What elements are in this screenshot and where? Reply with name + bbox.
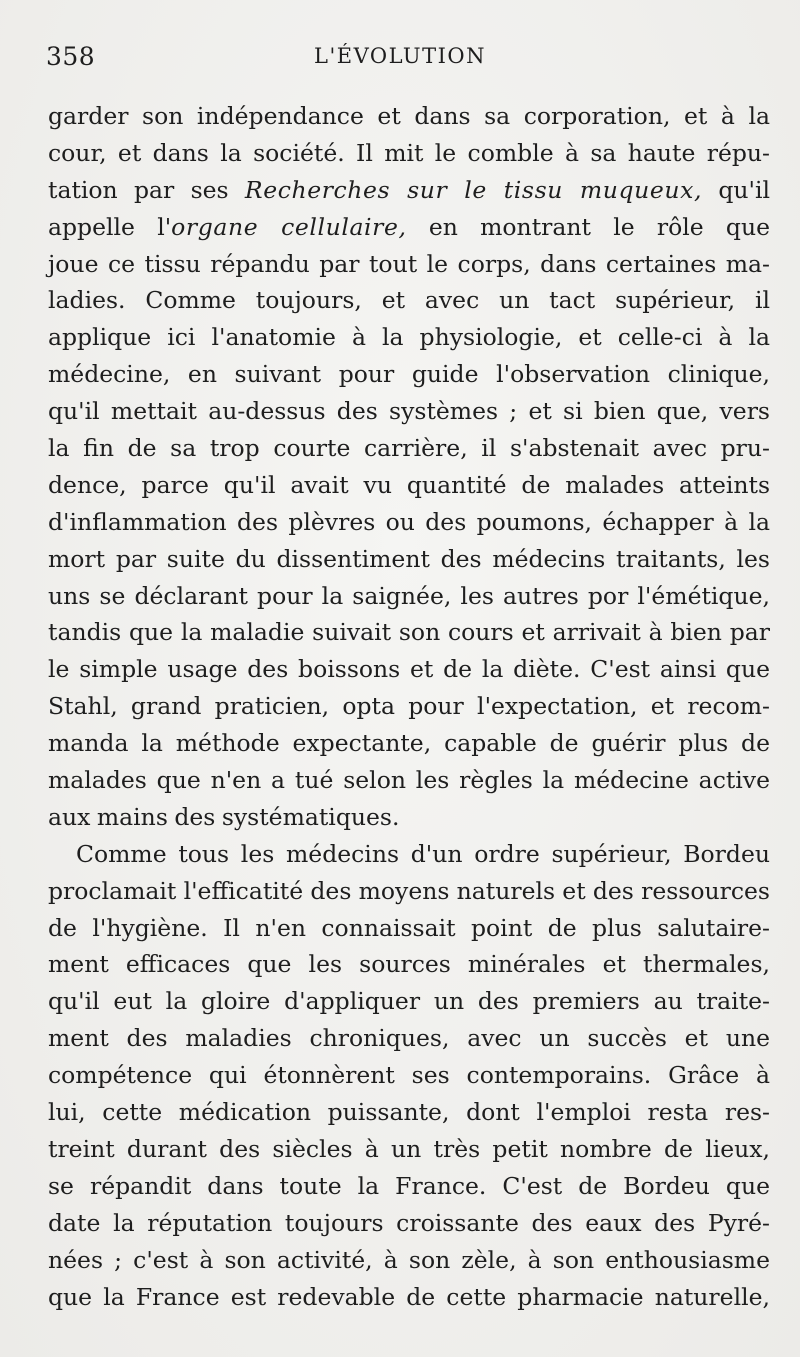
page-number: 358 xyxy=(46,42,96,71)
text-line: nées ; c'est à son activité, à son zèle, à son enthousiasme xyxy=(48,1245,770,1274)
page-header xyxy=(0,40,800,76)
text-line: Stahl, grand praticien, opta pour l'expectation, et recom- xyxy=(48,692,770,721)
text-line: d'inflammation des plèvres ou des poumons, échapper à la xyxy=(48,507,770,536)
text-line: dence, parce qu'il avait vu quantité de malades atteints xyxy=(48,470,770,499)
text-line: ladies. Comme toujours, et avec un tact supérieur, il xyxy=(48,286,770,315)
text-line: lui, cette médication puissante, dont l'emploi resta res- xyxy=(48,1098,770,1127)
text-line: que la France est redevable de cette pharmacie naturelle, xyxy=(48,1282,770,1311)
text-line: garder son indépendance et dans sa corporation, et à la xyxy=(48,102,770,130)
text-line: ment des maladies chroniques, avec un succès et une xyxy=(48,1024,770,1053)
text-line: compétence qui étonnèrent ses contemporains. Grâce à xyxy=(48,1061,770,1090)
text-line: qu'il eut la gloire d'appliquer un des premiers au traite- xyxy=(48,987,770,1016)
text-line: manda la méthode expectante, capable de guérir plus de xyxy=(48,729,770,758)
text-line: la fin de sa trop courte carrière, il s'abstenait avec pru- xyxy=(48,434,770,463)
text-line: tation par ses Recherches sur le tissu muqueux, qu'il xyxy=(48,175,770,204)
text-line: applique ici l'anatomie à la physiologie, et celle-ci à la xyxy=(48,323,770,352)
text-line: mort par suite du dissentiment des médecins traitants, les xyxy=(48,544,770,573)
text-line: qu'il mettait au-dessus des systèmes ; et si bien que, vers xyxy=(48,397,770,426)
italic-term: organe cellulaire, xyxy=(171,212,407,241)
text-line: se répandit dans toute la France. C'est de Bordeu que xyxy=(48,1171,770,1200)
text-line: date la réputation toujours croissante des eaux des Pyré- xyxy=(48,1208,770,1237)
text-line: treint durant des siècles à un très petit nombre de lieux, xyxy=(48,1134,770,1163)
body-text xyxy=(48,98,770,1315)
paragraph-end-line: aux mains des systématiques. xyxy=(48,802,400,831)
text-line: appelle l'organe cellulaire, en montrant le rôle que xyxy=(48,212,771,241)
text-line: proclamait l'efficatité des moyens naturels et des ressources xyxy=(48,876,770,905)
running-title: L'ÉVOLUTION xyxy=(314,44,486,68)
text-line: joue ce tissu répandu par tout le corps, dans certaines ma- xyxy=(48,249,770,278)
text-line: de l'hygiène. Il n'en connaissait point de plus salutaire- xyxy=(48,913,770,942)
text-line: ment efficaces que les sources minérales et thermales, xyxy=(48,950,770,979)
text-line: tandis que la maladie suivait son cours et arrivait à bien par xyxy=(48,618,770,647)
text-line: uns se déclarant pour la saignée, les autres por l'émétique, xyxy=(48,581,770,610)
text-line: médecine, en suivant pour guide l'observation clinique, xyxy=(48,360,770,389)
paragraph-start-line: Comme tous les médecins d'un ordre supérieur, Bordeu xyxy=(76,839,770,868)
text-line: cour, et dans la société. Il mit le comble à sa haute répu- xyxy=(48,138,770,167)
italic-title: Recherches sur le tissu muqueux, xyxy=(244,175,703,204)
text-line: le simple usage des boissons et de la diète. C'est ainsi que xyxy=(48,655,770,684)
text-line: malades que n'en a tué selon les règles la médecine active xyxy=(48,766,770,795)
